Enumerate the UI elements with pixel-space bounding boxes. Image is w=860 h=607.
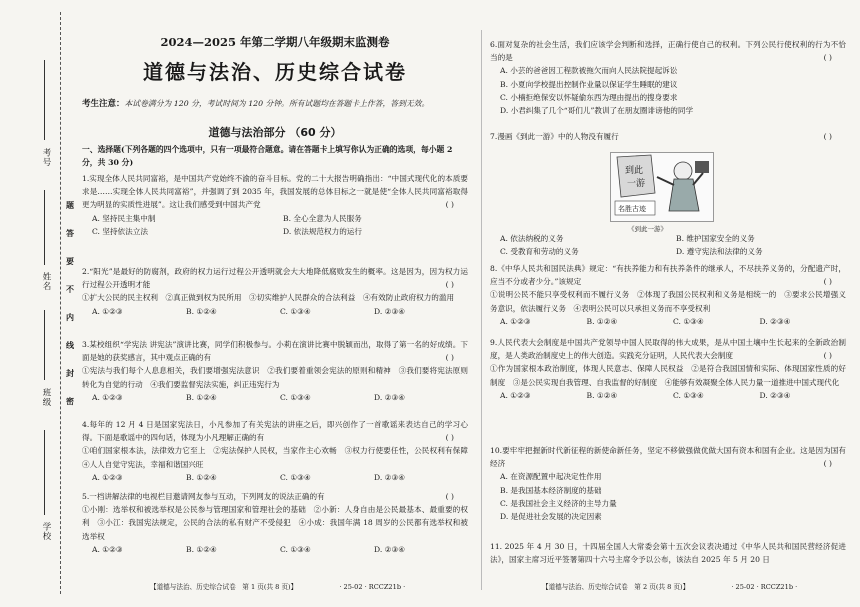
options (82, 543, 468, 556)
question-stem: 10.要牢牢把握新时代新征程的新使命新任务，坚定不移做强做优做大国有资本和国有企业。这是因为国有经济 (490, 446, 846, 469)
option-c: C. ①③④ (280, 544, 311, 554)
option-d: D. 是促进社会发展的决定因素 (500, 512, 602, 522)
question-4 (82, 418, 476, 484)
option-a: A. ①②③ (500, 390, 531, 400)
question-stem: 7.漫画《到此一游》中的人物没有履行 (490, 132, 619, 141)
seal-char: 内 (66, 312, 74, 322)
section-title: 道德与法治部分 （60 分） (208, 126, 342, 139)
answer-paren: ( ) (445, 492, 454, 501)
footer-code: · 25-02 · RCCZ21b · (339, 583, 406, 591)
option-b: B. ①②④ (186, 392, 217, 402)
option-a: A. 依法纳税的义务 (500, 234, 564, 243)
option-b: B. ①②④ (586, 390, 618, 400)
question-3 (82, 338, 468, 404)
paper-title: 道德与法治、历史综合试卷 (143, 60, 407, 84)
option-b: B. 是我国基本经济制度的基础 (500, 485, 602, 495)
seal-char: 密 (66, 396, 74, 406)
question-1 (82, 172, 468, 238)
candidate-notice (82, 97, 470, 109)
question-stem: 2.“阳光”是最好的防腐剂，政府的权力运行过程公开透明就会大大地降低腐败发生的概率。这是因为，因为权力运行过程公开透明才能 (82, 267, 468, 290)
option-d: D. 依法规范权力的运行 (283, 226, 362, 236)
option-c: C. ①③④ (280, 392, 311, 402)
option-b: B. 小夏向学校提出控制作业量以保证学生睡眠的建议 (500, 79, 678, 89)
seal-char: 封 (66, 368, 74, 378)
question-8 (490, 262, 846, 328)
footer-text: 【道德与法治、历史综合试卷 第 2 页(共 8 页)】 (542, 583, 690, 591)
option-b: B. ①②④ (186, 544, 217, 554)
question-stem: 6.面对复杂的社会生活，我们应该学会判断和选择，正确行使自己的权利。下列公民行使权利的行为不恰当的是 (490, 40, 846, 63)
answer-paren: ( ) (823, 351, 832, 361)
question-items: ①说明公民不能只享受权利而不履行义务 ②体现了我国公民权利和义务是相统一的 ③要求公民增强义务意识，依法履行义务 ④表明公民可以只承担义务而不享受权利 (490, 290, 846, 313)
notice-text: 本试卷满分为 120 分，考试时间为 120 分钟。所有试题均在答题卡上作答，答到无效。 (124, 99, 430, 108)
option-d: D. ②③④ (374, 544, 406, 554)
footer-text: 【道德与法治、历史综合试卷 第 1 页(共 8 页)】 (150, 583, 298, 591)
section-intro: 一、选择题(下列各题的四个选项中，只有一项最符合题意。请在答题卡上填写你认为正确的选项，每小题 2 分，共 30 分) (82, 145, 453, 167)
option-a: A. ①②③ (92, 306, 123, 316)
graffiti-text-2: 一游 (627, 179, 646, 189)
options (82, 391, 468, 404)
option-c: C. ①③④ (280, 472, 311, 482)
option-c: C. ①③④ (280, 306, 311, 316)
question-2 (82, 265, 468, 318)
option-d: D. ②③④ (374, 306, 406, 316)
question-stem: 5.一档讲解法律的电视栏目邀请网友参与互动，下列网友的说法正确的有 (82, 492, 325, 501)
class-blank (44, 310, 45, 380)
options (82, 212, 468, 238)
school-blank (44, 430, 45, 515)
binding-margin (0, 0, 78, 607)
footer-code: · 25-02 · RCCZ21b · (731, 583, 798, 591)
option-b: B. 维护国家安全的义务 (676, 234, 755, 243)
name-blank (44, 190, 45, 265)
options (490, 389, 846, 402)
option-c: C. 小楠拒绝保安以怀疑偷东西为理由提出的搜身要求 (500, 92, 678, 102)
question-items: ①作为国家根本政治制度，体现人民意志、保障人民权益 ②是符合我国国情和实际、体现国家性质的好制度 ③是公民实现自我管理、自我监督的好制度 ④能够有效凝聚全体人民力量一道推进中国式现代化 (490, 364, 846, 387)
question-items: ①咱们国家根本法，法律效力它至上 ②宪法保护人民权，当家作主心欢畅 ③权力行使要任性，公民权利有保障 ④人人自觉守宪法，幸福和谐国兴旺 (82, 446, 476, 469)
question-items: ①小刚：选举权和被选举权是公民参与管理国家和管理社会的基础 ②小新：人身自由是公民最基本、最重要的权利 ③小江：我国宪法规定，公民的合法的私有财产不受侵犯 ④小成：我国年满 18 周岁的公民都有选举权和被选举权 (82, 505, 468, 541)
question-items: ①宪法与我们每个人息息相关，我们要增强宪法意识 ②我们要着重领会宪法的原则和精神 ③我们要将宪法原则转化为自觉的行动 ④我们要监督宪法实施，纠正违宪行为 (82, 366, 468, 389)
answer-paren: ( ) (823, 132, 832, 141)
answer-paren: ( ) (445, 200, 454, 210)
question-items: ①扩大公民的民主权利 ②真正做到权为民所用 ③切实维护人民群众的合法利益 ④有效防止政府权力的滥用 (82, 293, 455, 303)
option-a: A. ①②③ (92, 544, 123, 554)
seal-char: 题 (66, 200, 74, 210)
page-2-footer (542, 581, 797, 591)
option-c: C. 坚持依法立法 (92, 226, 148, 236)
option-b: B. ①②④ (186, 472, 217, 482)
page-1 (80, 0, 476, 607)
option-a: A. ①②③ (500, 316, 531, 326)
question-9 (490, 336, 846, 402)
column-divider (481, 30, 482, 590)
seal-char: 不 (66, 284, 74, 294)
answer-paren: ( ) (823, 277, 832, 287)
class-label: 班级 (41, 388, 51, 407)
question-6 (490, 38, 846, 117)
question-stem: 8.《中华人民共和国民法典》规定：“有扶养能力和有扶养条件的继承人，不尽扶养义务的，分配遗产时，应当不分或者少分。”该规定 (490, 264, 846, 287)
option-d: D. ②③④ (759, 390, 791, 400)
question-7-options (490, 232, 846, 258)
options (490, 232, 846, 258)
option-c: C. ①③④ (673, 316, 704, 326)
exam-no-blank (44, 60, 45, 140)
option-c: C. 受教育和劳动的义务 (500, 247, 579, 257)
sign-text: 名胜古迹 (618, 205, 646, 213)
question-stem: 9.人民代表大会制度是中国共产党领导中国人民取得的伟大成果，是从中国土壤中生长起来的全新政治制度，是人类政治制度史上的伟大创造。实践充分证明，人民代表大会制度 (490, 338, 846, 361)
question-7 (490, 130, 846, 143)
option-d: D. 小君纠集了几个“哥们儿”教训了在朋友圈诽谤他的同学 (500, 106, 694, 116)
page-1-footer (150, 581, 405, 591)
question-stem: 4.每年的 12 月 4 日是国家宪法日，小凡参加了有关宪法的讲座之后，即兴创作了一首歌谣来表达自己的学习心得。下面是歌谣中的四句话，体现为小凡理解正确的有 (82, 420, 468, 443)
option-d: D. ②③④ (374, 472, 406, 482)
option-a: A. ①②③ (92, 392, 123, 402)
answer-paren: ( ) (445, 280, 454, 290)
comic-image (610, 152, 714, 222)
option-a: A. 小芸的爸爸因工程款被拖欠而向人民法院提起诉讼 (500, 66, 678, 76)
exam-title: 2024—2025 年第二学期八年级期末监测卷 (160, 35, 390, 49)
option-d: D. ②③④ (759, 316, 791, 326)
comic-drawing (611, 153, 714, 222)
question-11 (490, 540, 846, 566)
seal-char: 答 (66, 228, 74, 238)
school-label: 学校 (41, 522, 51, 541)
notice-label: 考生注意： (82, 99, 125, 109)
answer-paren: ( ) (445, 353, 454, 363)
option-d: D. ②③④ (374, 392, 406, 402)
exam-no-label: 考号 (41, 148, 51, 167)
option-b: B. ①②④ (586, 316, 618, 326)
page-2 (490, 0, 850, 607)
question-10 (490, 444, 846, 523)
name-label: 姓名 (41, 272, 51, 291)
option-b: B. ①②④ (186, 306, 217, 316)
question-stem: 3.某校组织“学宪法 讲宪法”演讲比赛，同学们积极参与。小莉在演讲比赛中脱颖而出，取得了第一名的好成绩。下面是她的获奖感言，其中观点正确的有 (82, 340, 468, 363)
question-stem: 11. 2025 年 4 月 30 日，十四届全国人大常委会第十五次会议表决通过《中华人民共和国民营经济促进法》，国家主席习近平签署第四十六号主席令予以公布，该法自 2025 年 5 月 20 日 (490, 542, 846, 565)
option-c: C. 是我国社会主义经济的主导力量 (500, 498, 617, 508)
seal-char: 线 (66, 340, 74, 350)
options (82, 471, 468, 484)
question-5 (82, 490, 468, 556)
option-c: C. ①③④ (673, 390, 704, 400)
option-d: D. 遵守宪法和法律的义务 (676, 247, 763, 257)
option-a: A. 在资源配置中起决定性作用 (500, 472, 602, 482)
question-stem: 1.实现全体人民共同富裕，是中国共产党始终不渝的奋斗目标。党的二十大报告明确指出：“中国式现代化的本质要求是……实现全体人民共同富裕”，并强调了到 2035 年，我国发展的总体目标之一就是使“全体人民共同富裕取得更为明显的实质性进展”。这让我们感受到中国共产党 (82, 174, 468, 210)
seal-dashed-line (60, 12, 61, 594)
options (490, 315, 846, 328)
answer-paren: ( ) (445, 433, 454, 443)
graffiti-text-1: 到此 (625, 166, 644, 176)
option-a: A. 坚持民主集中制 (92, 213, 156, 223)
option-a: A. ①②③ (92, 472, 123, 482)
answer-paren: ( ) (823, 53, 832, 63)
answer-paren: ( ) (823, 459, 832, 469)
seal-char: 要 (66, 256, 74, 266)
option-b: B. 全心全意为人民服务 (283, 213, 362, 223)
comic-caption: 《到此一游》 (628, 225, 667, 233)
options (82, 305, 468, 318)
